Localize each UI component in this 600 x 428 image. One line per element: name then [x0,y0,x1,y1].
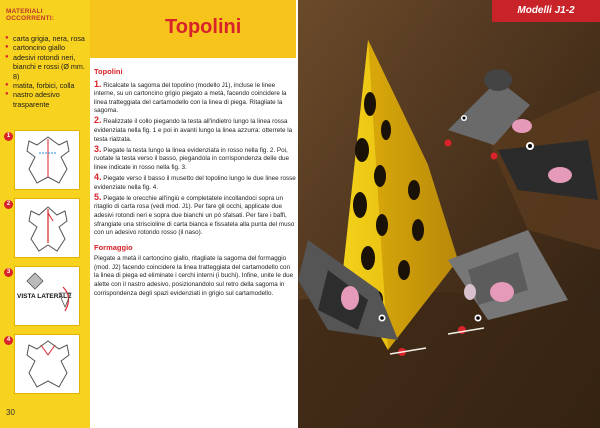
figure-number: 4 [4,336,13,345]
page-title: Topolini [165,16,242,38]
step-paragraph [94,80,296,116]
model-photo [298,0,600,428]
material-item: ● cartoncino giallo [5,43,89,52]
materials-list [5,34,89,109]
step-number: 5. [94,191,102,202]
figure-3 [6,266,80,326]
step-number: 2. [94,115,102,126]
materials-sidebar [0,0,90,428]
figure-number: 2 [4,200,13,209]
step-paragraph [94,145,296,173]
step-number: 1. [94,78,102,89]
step-paragraph [94,116,296,144]
model-tab: Modelli J1-2 [492,0,600,22]
step-number: 4. [94,172,102,183]
cheese-instructions: Piegate a metà il cartoncino giallo, ritagliate la sagoma del formaggio (mod. J2) facendo coincidere la linea tratteggiata del cartamodello con la linea di piega ed eliminate i cerchi interni (i buchi). Infine, unite le due alette con il nastro adesivo, posizionandolo sul retro della sagoma in corrispondenza degli spazi evidenziati in grigio sul cartamodello. [94,255,294,297]
figure-2 [6,198,80,258]
figure-number: 3 [4,268,13,277]
step-text: Piegate la testa lungo la linea evidenziata in rosso nella fig. 2. Poi, ruotate la testa verso il basso, piegandola in corrispondenza delle due linee indicate in rosso nella fig. 3. [94,146,289,171]
paper-mice-cheese-photo [298,0,600,428]
mouse-pattern-illustration [15,199,81,259]
step-text: Realizzate il collo piegando la testa all'indietro lungo la linea rossa evidenziata nella fig. 1 e poi in avanti lungo la linea azzurra: otterrete la testa rialzata. [94,118,293,143]
mouse-pattern-illustration [15,335,81,395]
figure-4 [6,334,80,394]
instructions-column [94,68,296,298]
figure-number: 1 [4,132,13,141]
step-number: 3. [94,143,102,154]
figure-1 [6,130,80,190]
side-view-label: VISTA LATERALE [17,293,72,300]
material-item: ● matita, forbici, colla [5,81,89,90]
step-text: Ricalcate la sagoma del topolino (modello J1), incluse le linee interne, su un cartoncino grigio piegato a metà, facendo coincidere la linea tratteggiata del cartamodello con la linea di piega. Ritagliate la sagoma. [94,81,287,115]
material-item: ● adesivi rotondi neri, bianchi e rossi (Ø mm. 8) [5,53,89,81]
step-text: Piegate verso il basso il musetto del topolino lungo le due linee rosse evidenziate nella fig. 4. [94,175,296,191]
page-number: 30 [6,408,15,417]
step-paragraph [94,193,296,238]
section-title: Topolini [94,67,123,76]
step-paragraph [94,173,296,192]
mouse-side-view-illustration [15,267,81,327]
step-text: Piegate le orecchie all'ingiù e completatele incollandoci sopra un ritaglio di carta rosa (vedi mod. J1). Per fare gli occhi, applicate due adesivi rotondi neri e sopra due bianchi un pò sfalsati. Per fare i baffi, sfrangiate una striscioline di carta bianca e fissatela alla punta del muso con un adesivo rotondo rosso (il naso). [94,194,295,237]
mouse-pattern-illustration [15,131,81,191]
materials-title: MATERIALI OCCORRENTI: [6,8,55,22]
section-title: Formaggio [94,242,133,252]
material-item: ● carta grigia, nera, rosa [5,34,89,43]
material-item: ● nastro adesivo trasparente [5,90,89,109]
